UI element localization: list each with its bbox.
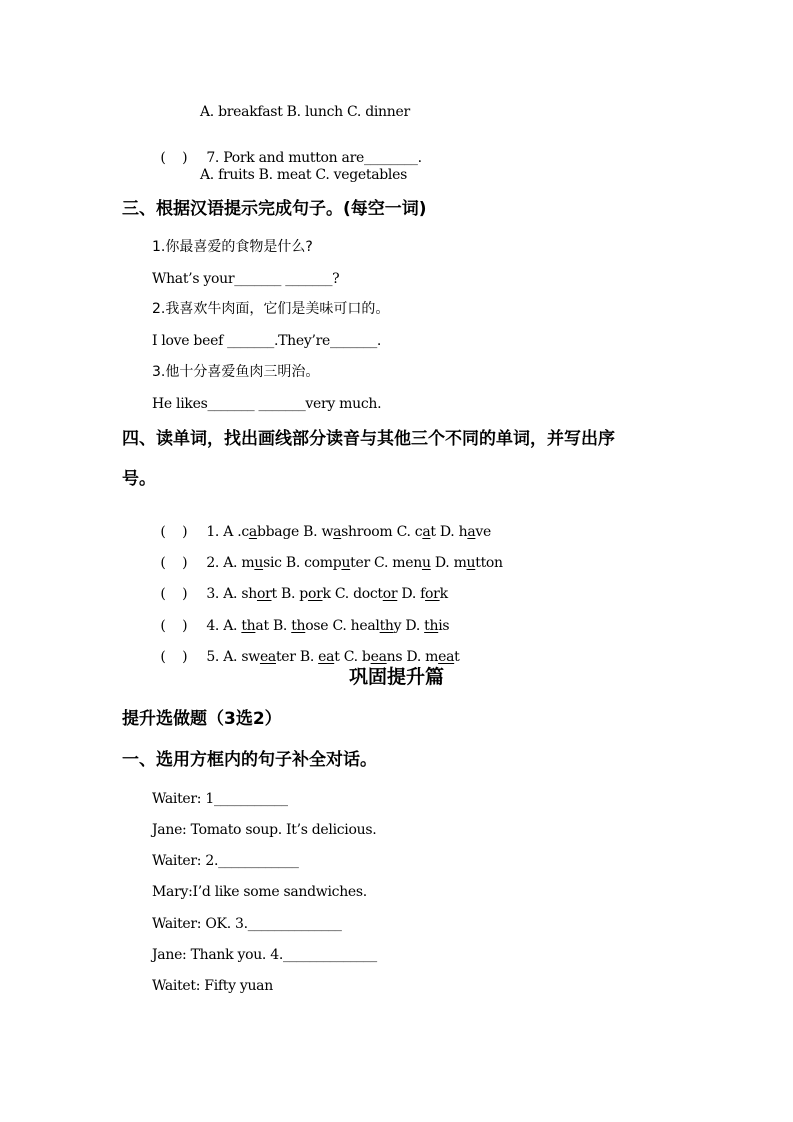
dialogue-line: Waiter: 1___________	[152, 791, 288, 807]
answer-paren[interactable]: ( )	[160, 586, 188, 602]
dialogue-line: Mary:I’d like some sandwiches.	[152, 884, 367, 900]
part3-item3-en: He likes_______ _______very much.	[152, 396, 382, 412]
part4-item: ( ) 2. A. music B. computer C. menu D. mutton	[160, 555, 503, 571]
part4-item: ( ) 3. A. short B. pork C. doctor D. fork	[160, 586, 448, 602]
answer-paren[interactable]: ( )	[160, 555, 188, 571]
elective-heading: 提升选做题（3选2）	[122, 709, 282, 729]
answer-paren[interactable]: ( )	[160, 524, 188, 540]
dialogue-heading: 一、选用方框内的句子补全对话。	[122, 750, 377, 770]
part4-heading-line1: 四、读单词，找出画线部分读音与其他三个不同的单词，并写出序	[122, 429, 615, 449]
part3-item1-cn: 1.你最喜爱的食物是什么?	[152, 239, 313, 255]
part4-item: ( ) 4. A. that B. those C. healthy D. this	[160, 618, 450, 634]
answer-paren[interactable]: ( )	[160, 618, 188, 634]
dialogue-line: Waiter: OK. 3.______________	[152, 916, 342, 932]
part3-heading: 三、根据汉语提示完成句子。(每空一词)	[122, 199, 427, 219]
part3-item2-cn: 2.我喜欢牛肉面，它们是美味可口的。	[152, 301, 390, 317]
dialogue-line: Waiter: 2.____________	[152, 853, 299, 869]
section-title: 巩固提升篇	[348, 666, 444, 688]
dialogue-line: Jane: Tomato soup. It’s delicious.	[152, 822, 377, 838]
part3-item1-en: What’s your_______ _______?	[152, 271, 340, 287]
answer-paren[interactable]: ( )	[160, 150, 188, 166]
part3-item3-cn: 3.他十分喜爱鱼肉三明治。	[152, 364, 320, 380]
q7-options: A. fruits B. meat C. vegetables	[200, 167, 407, 183]
part4-item: ( ) 5. A. sweater B. eat C. beans D. meat	[160, 649, 460, 665]
q7-line	[152, 137, 422, 165]
dialogue-line: Jane: Thank you. 4.______________	[152, 947, 377, 963]
q6-options: A. breakfast B. lunch C. dinner	[200, 104, 410, 120]
q7-stem: 7. Pork and mutton are________.	[206, 150, 422, 166]
dialogue-line: Waitet: Fifty yuan	[152, 978, 273, 994]
answer-paren[interactable]: ( )	[160, 649, 188, 665]
part3-item2-en: I love beef _______.They’re_______.	[152, 333, 382, 349]
part4-heading-line2: 号。	[122, 469, 156, 489]
part4-item: ( ) 1. A .cabbage B. washroom C. cat D. have	[160, 524, 491, 540]
